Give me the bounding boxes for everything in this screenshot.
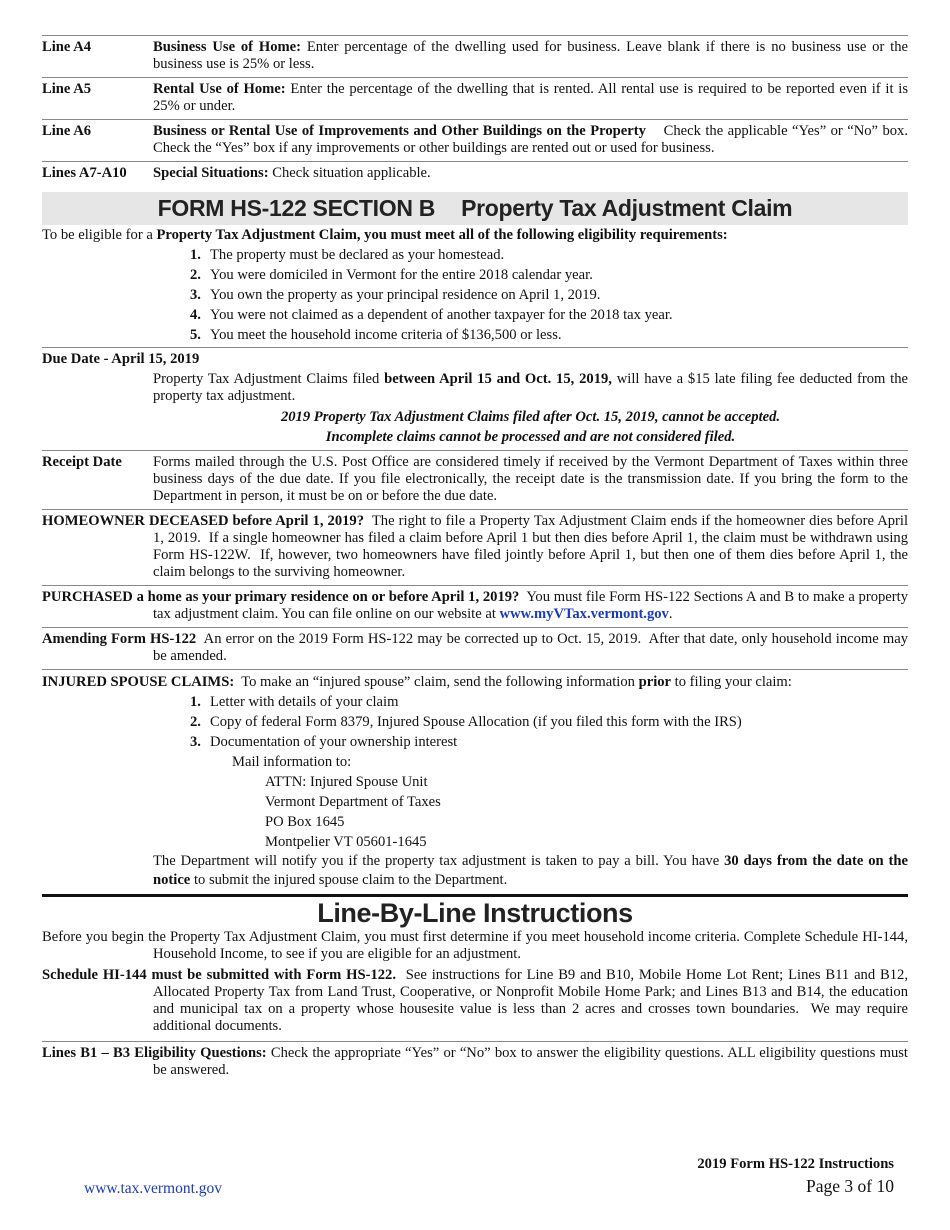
footer-url-link[interactable]: www.tax.vermont.gov: [84, 1180, 223, 1197]
list-item: [190, 285, 908, 305]
section-b-form-label: FORM HS-122 SECTION B: [157, 195, 436, 221]
intro-bold: Property Tax Adjustment Claim, you must meet all of the following eligibility requirements:: [156, 227, 728, 243]
section-b-intro: [42, 225, 908, 245]
list-item: [190, 732, 908, 752]
list-item: [190, 712, 908, 732]
list-item: [190, 245, 908, 265]
purchased-title: PURCHASED a home as your primary residence on or before April 1, 2019?: [42, 589, 520, 605]
list-number: 3.: [190, 287, 201, 303]
page-content: [42, 0, 916, 1083]
injured-spouse-block: [42, 670, 908, 890]
list-item: [190, 305, 908, 325]
address-line: Montpelier VT 05601-1645: [265, 834, 427, 850]
list-text: You own the property as your principal residence on April 1, 2019.: [210, 287, 601, 303]
amending-title: Amending Form HS-122: [42, 631, 197, 647]
list-text: Documentation of your ownership interest: [210, 734, 458, 750]
row-title: Business or Rental Use of Improvements and Other Buildings on the Property: [153, 123, 646, 139]
address-line: Vermont Department of Taxes: [265, 794, 441, 810]
deceased-text: The right to file a Property Tax Adjustment Claim ends if the homeowner dies before April 1, 2019. If a single homeowner has filed a claim before April 1 but then dies before April 1, the claim must be withdrawn using Form HS-122W. If, however, two homeowners have filed jointly before April 1, but then one of them dies before April 1, the claim belongs to the surviving homeowner.: [153, 513, 912, 580]
due-date-block: [42, 348, 908, 447]
purchased-block: [42, 586, 912, 627]
line-a6-row: [42, 120, 916, 161]
mail-label: Mail information to:: [232, 754, 352, 770]
row-text: [153, 123, 916, 157]
row-label: Lines A7-A10: [42, 165, 127, 181]
list-text: You were not claimed as a dependent of another taxpayer for the 2018 tax year.: [210, 307, 673, 323]
amending-block: [42, 628, 912, 669]
row-body: Check situation applicable.: [268, 165, 431, 181]
purchased-end: .: [668, 606, 673, 622]
line-by-line-intro: Before you begin the Property Tax Adjustment Claim, you must first determine if you meet household income criteria. Complete Schedule HI-144, Household Income, to see if you are eligible for an adjustment.: [42, 929, 908, 962]
text-a: Property Tax Adjustment Claims filed: [153, 371, 385, 387]
deceased-block: [42, 510, 912, 585]
b1-text: Check the appropriate “Yes” or “No” box to answer the eligibility questions. ALL eligibility questions must be answered.: [153, 1045, 908, 1078]
text-c: will have a $15 late filing fee deducted from the property tax adjustment.: [153, 371, 908, 404]
row-title: Rental Use of Home:: [153, 81, 286, 97]
page-number: Page 3 of 10: [806, 1176, 894, 1196]
address-line: PO Box 1645: [265, 814, 345, 830]
address-line: ATTN: Injured Spouse Unit: [265, 774, 428, 790]
list-number: 1.: [190, 694, 201, 710]
injured-spouse-list: [42, 692, 908, 752]
due-date-warning-1: 2019 Property Tax Adjustment Claims filed after Oct. 15, 2019, cannot be accepted.: [280, 409, 781, 425]
footer-form-title: 2019 Form HS-122 Instructions: [697, 1156, 894, 1172]
row-body: Enter the percentage of the dwelling that is rented. All rental use is required to be reported even if it is 25% or under.: [153, 81, 908, 114]
row-label: Line A4: [42, 39, 92, 55]
section-b-header: [42, 192, 908, 225]
list-item: [190, 265, 908, 285]
eligibility-requirements-list: [42, 245, 908, 345]
row-text: [153, 81, 908, 115]
list-item: [190, 692, 908, 712]
notify-a: The Department will notify you if the property tax adjustment is taken to pay a bill. You have: [153, 853, 725, 869]
deceased-title: HOMEOWNER DECEASED before April 1, 2019?: [42, 513, 365, 529]
injured-notify: [42, 852, 908, 890]
injured-text-b: prior: [638, 674, 672, 690]
list-item: [190, 325, 908, 345]
myvtax-link[interactable]: www.myVTax.vermont.gov: [499, 606, 669, 622]
row-label: Receipt Date: [42, 454, 122, 470]
notify-c: to submit the injured spouse claim to the Department.: [190, 872, 508, 888]
injured-text-a: To make an “injured spouse” claim, send the following information: [234, 674, 639, 690]
list-text: Letter with details of your claim: [210, 694, 399, 710]
text-b: between April 15 and Oct. 15, 2019,: [384, 371, 612, 387]
list-number: 4.: [190, 307, 201, 323]
line-a5-row: [42, 78, 908, 119]
b1-b3-block: [42, 1042, 908, 1083]
list-text: You meet the household income criteria of $136,500 or less.: [210, 327, 562, 343]
row-title: Special Situations:: [153, 165, 269, 181]
list-number: 5.: [190, 327, 201, 343]
row-text: Forms mailed through the U.S. Post Office are considered timely if received by the Vermont Department of Taxes within three business days of the due date. If you file electronically, the receipt date is the transmission date. If you bring the form to the Department in person, it must be on or before the due date.: [153, 454, 908, 504]
row-title: Business Use of Home:: [153, 39, 302, 55]
schedule-hi144-block: [42, 967, 912, 1041]
injured-text-c: to filing your claim:: [671, 674, 792, 690]
injured-title: INJURED SPOUSE CLAIMS:: [42, 674, 235, 690]
line-a4-row: [42, 36, 908, 77]
row-body: Enter percentage of the dwelling used for business. Leave blank if there is no business use or the business use is 25% or less.: [153, 39, 908, 72]
list-number: 2.: [190, 714, 201, 730]
lines-a7-a10-row: [42, 162, 908, 186]
injured-intro: [42, 673, 908, 692]
receipt-date-row: [42, 451, 908, 509]
row-body: Check the applicable “Yes” or “No” box. Check the “Yes” box if any improvements or other buildings are rented out or used for business.: [153, 123, 916, 156]
list-text: You were domiciled in Vermont for the entire 2018 calendar year.: [210, 267, 593, 283]
b1-title: Lines B1 – B3 Eligibility Questions:: [42, 1045, 267, 1061]
row-text: [153, 39, 908, 73]
due-date-warning-2: Incomplete claims cannot be processed and are not considered filed.: [325, 429, 736, 445]
row-label: Line A6: [42, 123, 92, 139]
list-number: 1.: [190, 247, 201, 263]
row-label: Line A5: [42, 81, 92, 97]
row-text: [153, 165, 908, 182]
section-b-form-title: Property Tax Adjustment Claim: [461, 195, 793, 221]
intro-plain: To be eligible for a: [42, 227, 157, 243]
purchased-text: You must file Form HS-122 Sections A and B to make a property tax adjustment claim. You can file online on our website at: [153, 589, 912, 622]
list-text: The property must be declared as your homestead.: [210, 247, 505, 263]
list-number: 2.: [190, 267, 201, 283]
list-text: Copy of federal Form 8379, Injured Spouse Allocation (if you filed this form with the IRS): [210, 714, 742, 730]
amending-text: An error on the 2019 Form HS-122 may be corrected up to Oct. 15, 2019. After that date, only household income may be amended.: [153, 631, 912, 664]
list-number: 3.: [190, 734, 201, 750]
due-date-heading: Due Date - April 15, 2019: [42, 351, 200, 367]
due-date-text: [42, 371, 908, 405]
line-by-line-title: Line-By-Line Instructions: [317, 898, 633, 928]
schedule-text: See instructions for Line B9 and B10, Mobile Home Lot Rent; Lines B11 and B12, Allocated Property Tax from Land Trust, Cooperative, or Nonprofit Mobile Home Park; and Lines B13 and B14, the education and municipal tax on a property whose housesite value is less than 2 acres and crosses town boundaries. We may require additional documents.: [153, 967, 912, 1034]
notify-b: 30 days from the date on the notice: [153, 853, 908, 888]
schedule-title: Schedule HI-144 must be submitted with Form HS-122.: [42, 967, 396, 983]
